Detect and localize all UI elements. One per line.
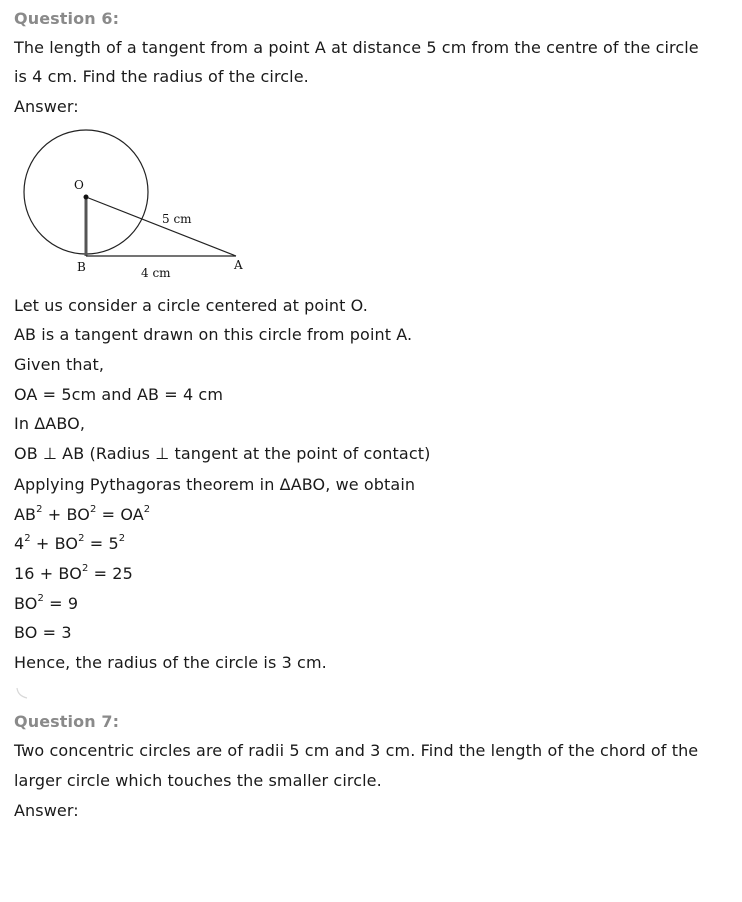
solution-line-7: Applying Pythagoras theorem in ΔABO, we obtain	[14, 475, 416, 494]
segment-oa	[86, 197, 236, 256]
equation-4: $BO^2 = 9$	[14, 592, 79, 613]
question-7-text-line-2: larger circle which touches the smaller circle.	[14, 771, 382, 790]
solution-line-6: OB ⊥ AB (Radius ⊥ tangent at the point of contact)	[14, 444, 431, 463]
solution-line-5: In ΔABO,	[14, 414, 86, 433]
equation-3: $16 + BO^2 = 25$	[14, 562, 133, 583]
solution-line-1: Let us consider a circle centered at point O.	[14, 296, 368, 315]
label-oa-length: 5 cm	[162, 212, 192, 226]
tangent-diagram	[14, 128, 254, 288]
question-6-heading: Question 6:	[14, 9, 120, 28]
solution-line-2: AB is a tangent drawn on this circle from point A.	[14, 325, 413, 344]
conclusion: Hence, the radius of the circle is 3 cm.	[14, 653, 327, 672]
faint-mark	[14, 686, 34, 702]
equation-1: $AB^2 + BO^2 = OA^2$	[14, 503, 151, 524]
label-ab-length: 4 cm	[141, 266, 171, 280]
label-o: O	[74, 178, 84, 192]
solution-line-3: Given that,	[14, 355, 105, 374]
equation-5: BO = 3	[14, 623, 72, 642]
label-b: B	[77, 260, 86, 274]
answer-label-7: Answer:	[14, 801, 79, 820]
solution-line-4: OA = 5cm and AB = 4 cm	[14, 385, 224, 404]
label-a: A	[234, 258, 243, 272]
equation-2: $4^2 + BO^2 = 5^2$	[14, 532, 126, 553]
question-7-heading: Question 7:	[14, 712, 120, 731]
question-7-text-line-1: Two concentric circles are of radii 5 cm and 3 cm. Find the length of the chord of the	[14, 741, 699, 760]
answer-label: Answer:	[14, 97, 79, 116]
center-point	[84, 195, 89, 200]
question-6-text-line-2: is 4 cm. Find the radius of the circle.	[14, 67, 309, 86]
question-6-text-line-1: The length of a tangent from a point A at distance 5 cm from the centre of the circle	[14, 38, 699, 57]
